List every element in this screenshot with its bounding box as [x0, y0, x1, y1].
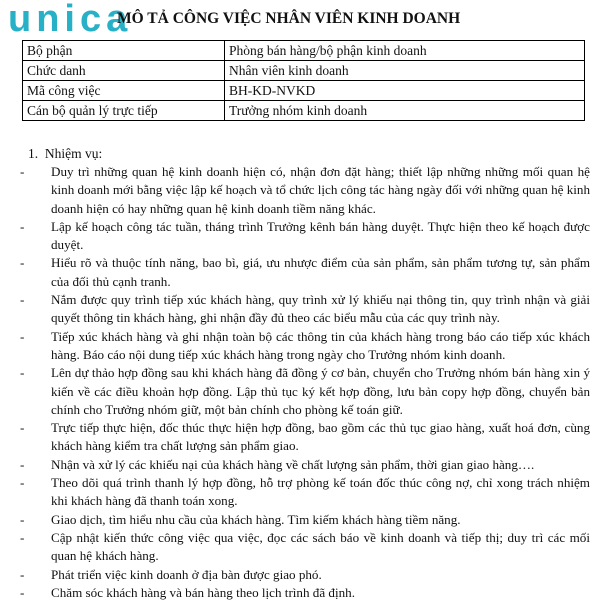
list-item — [20, 364, 590, 419]
bullet-dash: - — [20, 328, 25, 344]
list-item — [20, 474, 590, 511]
bullet-dash: - — [20, 529, 25, 545]
bullet-dash: - — [20, 164, 25, 179]
section-title: Nhiệm vụ: — [44, 146, 103, 161]
list-item — [20, 291, 590, 328]
table-row — [23, 41, 585, 61]
list-item — [20, 566, 590, 584]
duty-text: Lập kế hoạch công tác tuần, tháng trình Trưởng kênh bán hàng duyệt. Thực hiện theo kế hoạch được duyệt. — [51, 218, 590, 253]
duty-text: Duy trì những quan hệ kinh doanh hiện có, nhận đơn đặt hàng; thiết lập những những mối quan hệ kinh doanh mới bằng việc lập kế hoạch và tổ chức lịch công tác hàng ngày đối với những quan hệ kinh doanh hiện có hay những quan hệ kinh doanh tiềm năng khác. — [51, 164, 590, 216]
table-row — [23, 61, 585, 81]
duties-list — [20, 163, 590, 602]
bullet-dash: - — [20, 255, 25, 271]
row-label: Bộ phận — [23, 41, 225, 61]
bullet-dash: - — [20, 365, 25, 381]
duty-text: Cập nhật kiến thức công việc qua việc, đọc các sách báo về kinh doanh và tiếp thị; duy trì các mối quan hệ khách hàng. — [51, 529, 590, 564]
bullet-dash: - — [20, 218, 25, 234]
bullet-dash: - — [20, 456, 25, 472]
duty-text: Lên dự thảo hợp đồng sau khi khách hàng đã đồng ý cơ bản, chuyển cho Trưởng nhóm bán hàng xin ý kiến về các điều khoản hợp đồng. Lập thủ tục ký kết hợp đồng, lưu bản copy hợp đồng, chuyển bản chính cho Trưởng nhóm giữ, một bản chính cho phòng kế toán giữ. — [51, 365, 590, 417]
bullet-dash: - — [20, 566, 25, 582]
list-item — [20, 584, 590, 602]
list-item — [20, 456, 590, 474]
bullet-dash: - — [20, 511, 25, 527]
duty-text: Tiếp xúc khách hàng và ghi nhận toàn bộ các thông tin của khách hàng trong báo cáo tiếp xúc khách hàng. Báo cáo nội dung tiếp xúc khách hàng trong ngày cho Trưởng nhóm kinh doanh. — [51, 328, 590, 362]
list-item — [20, 218, 590, 255]
document-title: MÔ TẢ CÔNG VIỆC NHÂN VIÊN KINH DOANH — [117, 10, 461, 27]
unica-logo: unica — [8, 0, 133, 40]
bullet-dash: - — [20, 420, 25, 436]
duty-text: Hiểu rõ và thuộc tính năng, bao bì, giá, ưu nhược điểm của sản phẩm, sản phẩm tương tự, sản phẩm của đối thủ cạnh tranh. — [51, 255, 590, 289]
list-item — [20, 254, 590, 291]
bullet-dash: - — [20, 292, 25, 308]
table-row — [23, 81, 585, 101]
list-item — [20, 529, 590, 566]
row-value: Phòng bán hàng/bộ phận kinh doanh — [225, 41, 585, 61]
duty-text: Phát triển việc kinh doanh ở địa bàn được giao phó. — [51, 566, 322, 582]
list-item — [20, 419, 590, 456]
row-label: Cán bộ quản lý trực tiếp — [23, 101, 225, 121]
row-value: Trưởng nhóm kinh doanh — [225, 101, 585, 121]
row-label: Chức danh — [23, 61, 225, 81]
duty-text: Chăm sóc khách hàng và bán hàng theo lịch trình đã định. — [51, 584, 355, 600]
duty-text: Nắm được quy trình tiếp xúc khách hàng, quy trình xử lý khiếu nại thông tin, quy trình nhận và giải quyết thông tin khách hàng, ghi nhận đầy đủ theo các biểu mẫu của các quy trình này. — [51, 292, 590, 326]
job-info-table — [22, 40, 585, 121]
row-value: BH-KD-NVKD — [225, 81, 585, 101]
row-label: Mã công việc — [23, 81, 225, 101]
section-heading — [28, 145, 102, 163]
duty-text: Trực tiếp thực hiện, đốc thúc thực hiện hợp đồng, bao gồm các thủ tục giao hàng, xuất hoá đơn, cùng khách hàng kiểm tra chất lượng sản phẩm giao. — [51, 420, 590, 454]
list-item — [20, 328, 590, 365]
bullet-dash: - — [20, 475, 25, 491]
list-item — [20, 511, 590, 529]
table-row — [23, 101, 585, 121]
bullet-dash: - — [20, 584, 25, 600]
section-number: 1. — [28, 146, 39, 161]
duty-text: Giao dịch, tìm hiểu nhu cầu của khách hàng. Tìm kiếm khách hàng tiềm năng. — [51, 511, 461, 527]
duty-text: Theo dõi quá trình thanh lý hợp đồng, hỗ trợ phòng kế toán đốc thúc công nợ, chỉ xong trách nhiệm khi khách hàng đã thanh toán xong. — [51, 475, 590, 509]
list-item — [20, 163, 590, 218]
row-value: Nhân viên kinh doanh — [225, 61, 585, 81]
duty-text: Nhận và xử lý các khiếu nại của khách hàng về chất lượng sản phẩm, thời gian giao hàng…. — [51, 456, 535, 472]
